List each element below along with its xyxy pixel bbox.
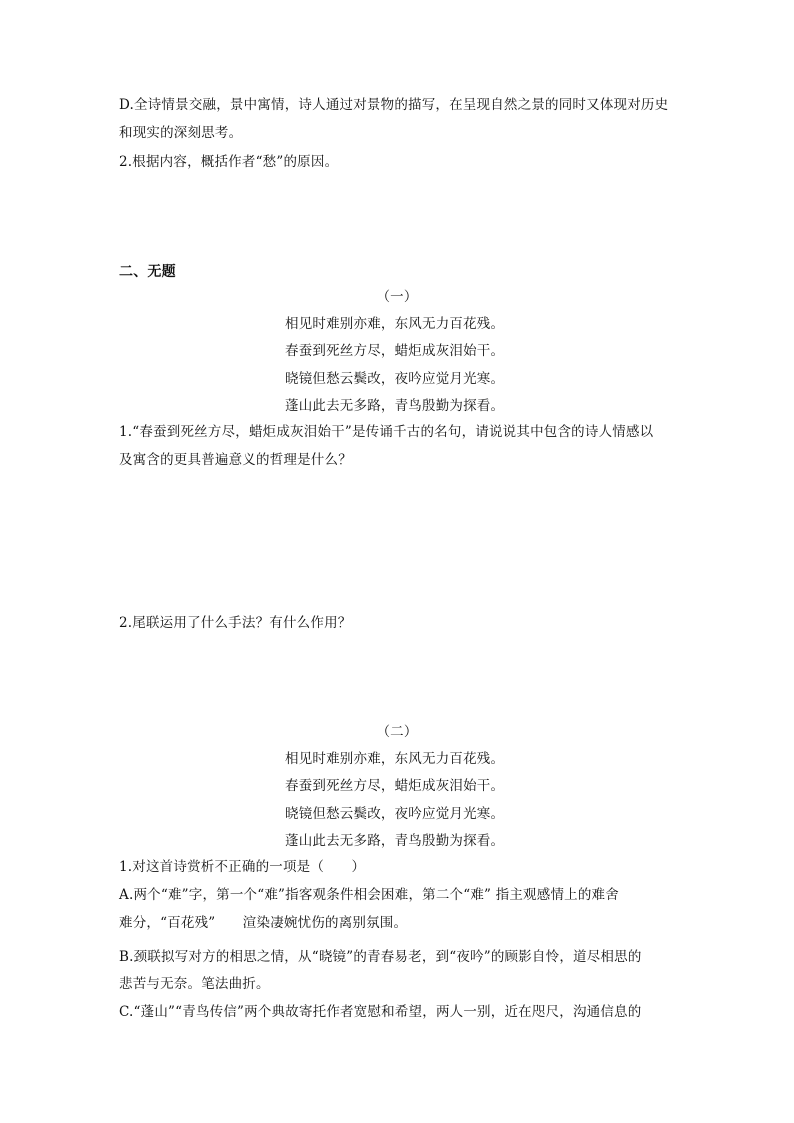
part-1-question-2: 2.尾联运用了什么手法？有什么作用？	[119, 615, 352, 631]
poem-1-line-1: 相见时难别亦难，东风无力百花残。	[285, 316, 505, 332]
option-b-line-2: 悲苦与无奈。笔法曲折。	[119, 976, 270, 992]
option-c-line-1: C.“蓬山”“青鸟传信”两个典故寄托作者宽慰和希望，两人一别，近在咫尺，沟通信息的	[119, 1004, 642, 1020]
part-1-question-1-line-2: 及寓含的更具普遍意义的哲理是什么？	[119, 452, 352, 468]
part-2-question-1: 1.对这首诗赏析不正确的一项是（ ）	[119, 859, 366, 875]
poem-2-line-1: 相见时难别亦难，东风无力百花残。	[285, 751, 505, 767]
poem-1-line-2: 春蚕到死丝方尽，蜡炬成灰泪始干。	[285, 343, 505, 359]
part-1-question-1-line-1: 1.“春蚕到死丝方尽，蜡炬成灰泪始干”是传诵千古的名句，请说说其中包含的诗人情感以	[119, 424, 654, 440]
poem-1-line-4: 蓬山此去无多路，青鸟殷勤为探看。	[285, 398, 505, 414]
poem-1-line-3: 晓镜但愁云鬓改，夜吟应觉月光寒。	[285, 371, 505, 387]
option-d-line-2: 和现实的深刻思考。	[119, 125, 243, 141]
part-1-label: （一）	[376, 289, 418, 305]
poem-2-line-2: 春蚕到死丝方尽，蜡炬成灰泪始干。	[285, 778, 505, 794]
poem-2-line-4: 蓬山此去无多路，青鸟殷勤为探看。	[285, 833, 505, 849]
option-b-line-1: B.颈联拟写对方的相思之情，从“晓镜”的青春易老，到“夜吟”的顾影自怜，道尽相思的	[119, 949, 642, 965]
option-a-line-1: A.两个“难”字，第一个“难”指客观条件相会困难，第二个“难” 指主观感情上的难舍	[119, 887, 619, 903]
option-a-line-2: 难分，“百花残” 渲染凄婉忧伤的离别氛围。	[119, 915, 408, 931]
section-heading-untitled: 二、无题	[119, 264, 176, 280]
question-2-worry-reason: 2.根据内容，概括作者“愁”的原因。	[119, 154, 339, 170]
option-d-line-1: D.全诗情景交融，景中寓情，诗人通过对景物的描写，在呈现自然之景的同时又体现对历史	[119, 97, 669, 113]
poem-2-line-3: 晓镜但愁云鬓改，夜吟应觉月光寒。	[285, 806, 505, 822]
part-2-label: （二）	[376, 724, 418, 740]
